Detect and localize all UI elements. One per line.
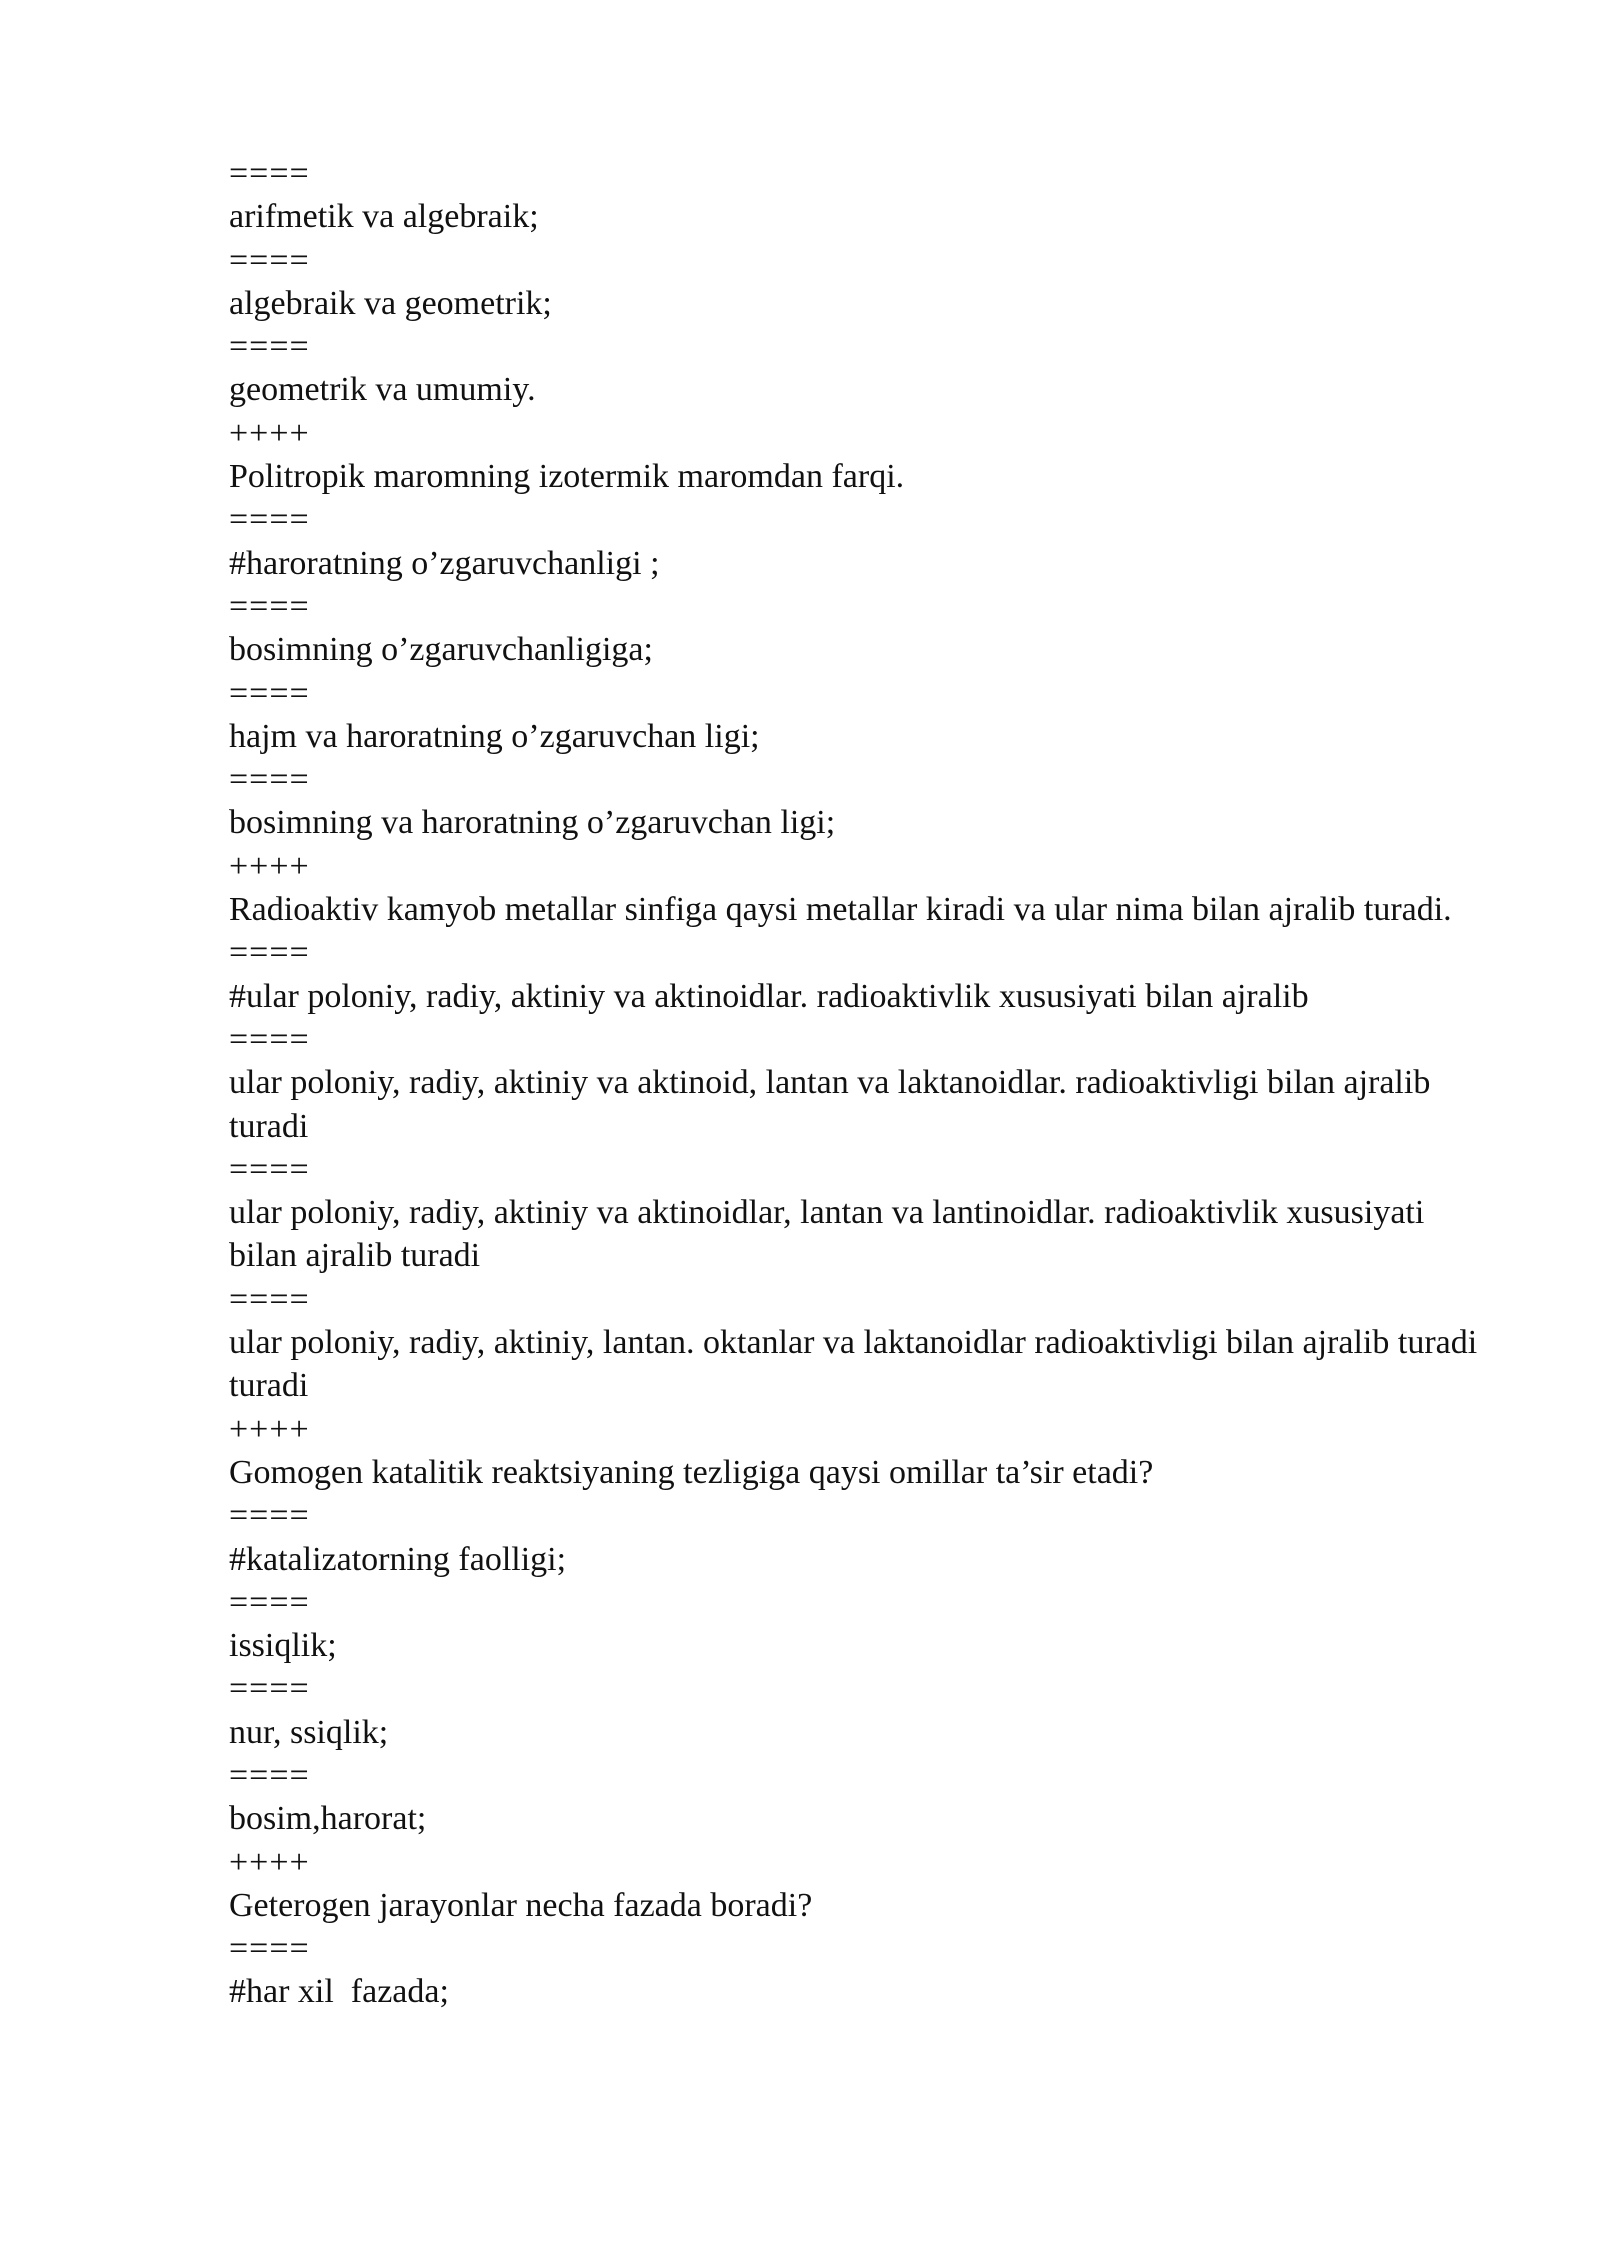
question-separator: ++++	[229, 1410, 310, 1448]
question-separator: ++++	[229, 414, 310, 452]
answer-option: ular poloniy, radiy, aktiniy va aktinoid, lantan va laktanoidlar. radioaktivligi bilan ajralib turadi	[229, 1064, 1439, 1145]
answer-separator: ====	[229, 1150, 310, 1188]
answer-separator: ====	[229, 1497, 310, 1535]
answer-separator: ====	[229, 241, 310, 279]
answer-separator: ====	[229, 934, 310, 972]
answer-separator: ====	[229, 328, 310, 366]
answer-option: #haroratning o’zgaruvchanligi ;	[229, 544, 660, 582]
answer-option: bosim,harorat;	[229, 1800, 427, 1838]
answer-option: #katalizatorning faolligi;	[229, 1540, 567, 1578]
answer-option: arifmetik va algebraik;	[229, 198, 539, 236]
answer-separator: ====	[229, 155, 310, 192]
question-separator: ++++	[229, 1843, 310, 1881]
answer-option: geometrik va umumiy.	[229, 371, 536, 409]
answer-separator: ====	[229, 1280, 310, 1318]
answer-option: issiqlik;	[229, 1627, 337, 1665]
answer-separator: ====	[229, 1583, 310, 1621]
answer-option: nur, ssiqlik;	[229, 1713, 389, 1751]
answer-option: hajm va haroratning o’zgaruvchan ligi;	[229, 717, 760, 755]
answer-separator: ====	[229, 1020, 310, 1058]
question-separator: ++++	[229, 847, 310, 885]
document-body	[229, 152, 1494, 2014]
answer-separator: ====	[229, 501, 310, 539]
question-text: Politropik maromning izotermik maromdan farqi.	[229, 458, 905, 496]
answer-separator: ====	[229, 587, 310, 625]
answer-option: #ular poloniy, radiy, aktiniy va aktinoidlar. radioaktivlik xususiyati bilan ajralib	[229, 977, 1309, 1015]
answer-option: bosimning va haroratning o’zgaruvchan ligi;	[229, 804, 836, 842]
question-text: Geterogen jarayonlar necha fazada boradi?	[229, 1886, 813, 1924]
answer-option: ular poloniy, radiy, aktiniy, lantan. oktanlar va laktanoidlar radioaktivligi bilan ajralib turadi	[229, 1324, 1478, 1362]
answer-separator: ====	[229, 1670, 310, 1708]
answer-separator: ====	[229, 674, 310, 712]
answer-option: turadi	[229, 1367, 309, 1405]
answer-option: bosimning o’zgaruvchanligiga;	[229, 631, 653, 669]
answer-separator: ====	[229, 1756, 310, 1794]
answer-option: #har xil fazada;	[229, 1973, 449, 2011]
answer-option: algebraik va geometrik;	[229, 284, 552, 322]
answer-option: ular poloniy, radiy, aktiniy va aktinoidlar, lantan va lantinoidlar. radioaktivlik xususiyati bilan ajralib turadi	[229, 1194, 1433, 1275]
answer-separator: ====	[229, 1930, 310, 1968]
question-text: Radioaktiv kamyob metallar sinfiga qaysi metallar kiradi va ular nima bilan ajralib turadi.	[229, 891, 1452, 929]
answer-separator: ====	[229, 761, 310, 799]
question-text: Gomogen katalitik reaktsiyaning tezligiga qaysi omillar ta’sir etadi?	[229, 1453, 1154, 1491]
